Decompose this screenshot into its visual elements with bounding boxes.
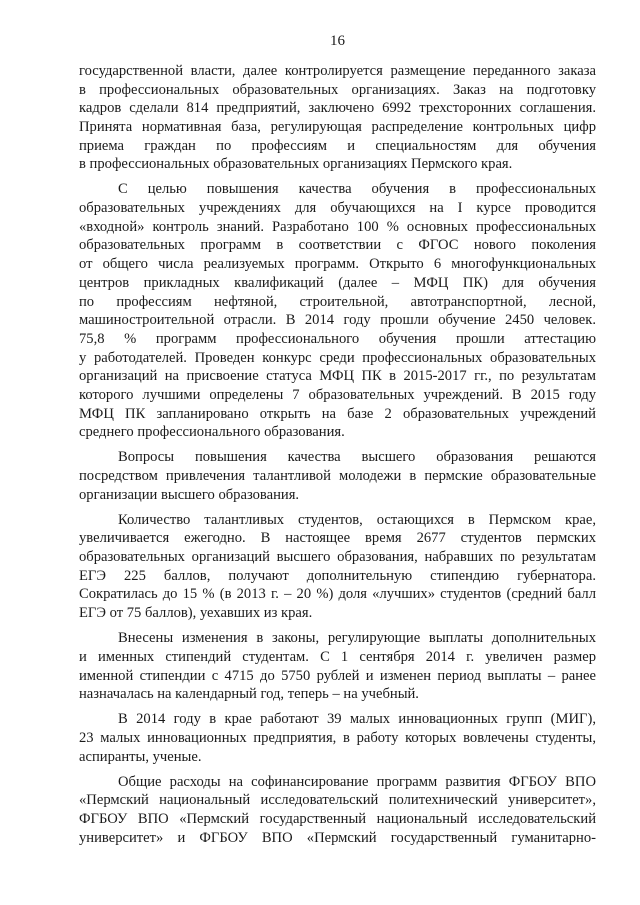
text-line: организаций на присвоение статуса МФЦ ПК в 2015-2017 гг., по результатам <box>79 368 596 385</box>
text-line: «входной» контроль знаний. Разработано 100 % основных профессиональных <box>79 218 596 235</box>
text-line: которого лучшими определены 7 образовательных учреждений. В 2015 году <box>79 386 596 403</box>
text-line: ФГБОУ ВПО «Пермский государственный национальный исследовательский <box>79 810 596 827</box>
paragraph <box>79 448 596 504</box>
text-line: 23 малых инновационных предприятия, в работу которых вовлечены студенты, <box>79 729 596 746</box>
text-line: образовательных программ в соответствии с ФГОС нового поколения <box>79 237 596 254</box>
text-line: приема граждан по профессиям и специальностям для обучения <box>79 137 596 154</box>
text-line: Общие расходы на софинансирование программ развития ФГБОУ ВПО <box>118 773 596 790</box>
text-line: образовательных организаций высшего образования, набравших по результатам <box>79 549 596 566</box>
text-line: Внесены изменения в законы, регулирующие выплаты дополнительных <box>118 630 596 647</box>
paragraph <box>79 62 596 174</box>
text-line: 75,8 % программ профессионального обучения прошли аттестацию <box>79 330 596 347</box>
text-line: и именных стипендий студентам. С 1 сентября 2014 г. увеличен размер <box>79 648 596 665</box>
text-line: «Пермский национальный исследовательский политехнический университет», <box>79 792 596 809</box>
text-line: В 2014 году в крае работают 39 малых инновационных групп (МИГ), <box>118 711 596 728</box>
text-line: университет» и ФГБОУ ВПО «Пермский государственный гуманитарно- <box>79 829 596 846</box>
text-line: в профессиональных образовательных организациях Пермского края. <box>79 156 513 173</box>
text-line: образовательных учреждениях для обучающихся на I курсе проводится <box>79 200 596 217</box>
text-line: С целью повышения качества обучения в профессиональных <box>118 181 596 198</box>
text-line: государственной власти, далее контролируется размещение переданного заказа <box>79 63 596 79</box>
text-line: в профессиональных образовательных организациях. Заказ на подготовку <box>79 81 596 98</box>
document-body <box>79 62 596 854</box>
text-line: МФЦ ПК запланировано открыть на базе 2 образовательных учреждений <box>79 405 596 422</box>
paragraph <box>79 511 596 623</box>
text-line: машиностроительной отрасли. В 2014 году прошли обучение 2450 человек. <box>79 312 596 329</box>
text-line: организации высшего образования. <box>79 486 300 503</box>
paragraph <box>79 710 596 766</box>
text-line: среднего профессионального образования. <box>79 424 345 441</box>
text-line: по профессиям нефтяной, строительной, автотранспортной, лесной, <box>79 293 596 310</box>
paragraph <box>79 180 596 442</box>
text-line: именной стипендии с 4715 до 5750 рублей и изменен период выплаты – ранее <box>79 667 596 684</box>
page-number: 16 <box>330 33 345 49</box>
text-line: аспиранты, ученые. <box>79 748 202 765</box>
text-line: у работодателей. Проведен конкурс среди профессиональных образовательных <box>79 349 596 366</box>
text-line: Сократилась до 15 % (в 2013 г. – 20 %) доля «лучших» студентов (средний балл <box>79 586 596 603</box>
text-line: назначалась на календарный год, теперь – на учебный. <box>79 686 419 703</box>
text-line: ЕГЭ 225 баллов, получают дополнительную стипендию губернатора. <box>79 567 596 584</box>
text-line: посредством привлечения талантливой молодежи в пермские образовательные <box>79 468 596 485</box>
text-line: кадров сделали 814 предприятий, заключено 6992 трехсторонних соглашения. <box>79 100 596 117</box>
text-line: Вопросы повышения качества высшего образования решаются <box>118 449 596 466</box>
paragraph <box>79 773 596 848</box>
paragraph <box>79 629 596 704</box>
text-line: ЕГЭ от 75 баллов), уехавших из края. <box>79 605 313 622</box>
text-line: от общего числа реализуемых программ. Открыто 6 многофункциональных <box>79 256 596 273</box>
text-line: Количество талантливых студентов, остающихся в Пермском крае, <box>118 511 596 528</box>
text-line: увеличивается ежегодно. В настоящее время 2677 студентов пермских <box>79 530 596 547</box>
text-line: Принята нормативная база, регулирующая распределение контрольных цифр <box>79 119 596 136</box>
text-line: центров прикладных квалификаций (далее – МФЦ ПК) для обучения <box>79 274 596 291</box>
